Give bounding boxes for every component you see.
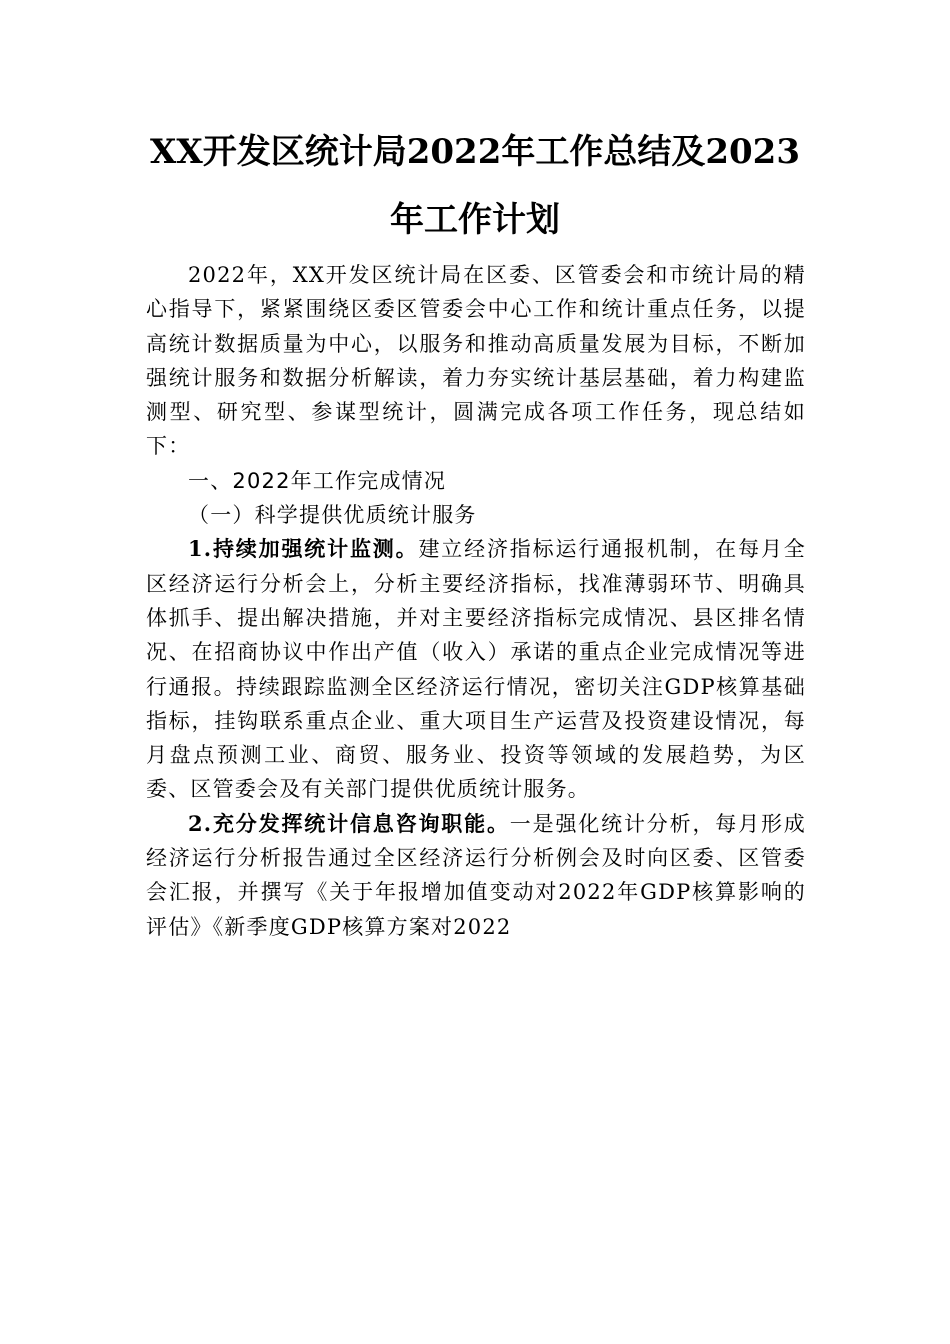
item-1-lead: 1.持续加强统计监测。 [188, 536, 419, 562]
subsection-heading: （一）科学提供优质统计服务 [188, 503, 477, 528]
item-1-paragraph [146, 532, 806, 806]
item-1-text: 建立经济指标运行通报机制，在每月全区经济运行分析会上，分析主要经济指标，找准薄弱环节、明确具体抓手、提出解决措施，并对主要经济指标完成情况、县区排名情况、在招商协议中作出产值（收入）承诺的重点企业完成情况等进行通报。持续跟踪监测全区经济运行情况，密切关注GDP核算基础指标，挂钩联系重点企业、重大项目生产运营及投资建设情况，每月盘点预测工业、商贸、服务业、投资等领域的发展趋势，为区委、区管委会及有关部门提供优质统计服务。 [146, 537, 807, 802]
document-body [146, 258, 806, 944]
document-title-line-2: 年工作计划 [390, 200, 560, 240]
item-2-paragraph [146, 807, 806, 944]
intro-paragraph: 2022年，XX开发区统计局在区委、区管委会和市统计局的精心指导下，紧紧围绕区委区管委会中心工作和统计重点任务，以提高统计数据质量为中心，以服务和推动高质量发展为目标，不断加强统计服务和数据分析解读，着力夯实统计基层基础，着力构建监测型、研究型、参谋型统计，圆满完成各项工作任务，现总结如下： [146, 263, 806, 459]
item-2-lead: 2.充分发挥统计信息咨询职能。 [188, 810, 510, 836]
item-2-text: 一是强化统计分析，每月形成经济运行分析报告通过全区经济运行分析例会及时向区委、区管委会汇报，并撰写《关于年报增加值变动对2022年GDP核算影响的评估》《新季度GDP核算方案对2022 [146, 811, 806, 939]
section-heading: 一、2022年工作完成情况 [188, 468, 447, 493]
document-title-line-1: XX开发区统计局2022年工作总结及2023 [149, 132, 801, 172]
